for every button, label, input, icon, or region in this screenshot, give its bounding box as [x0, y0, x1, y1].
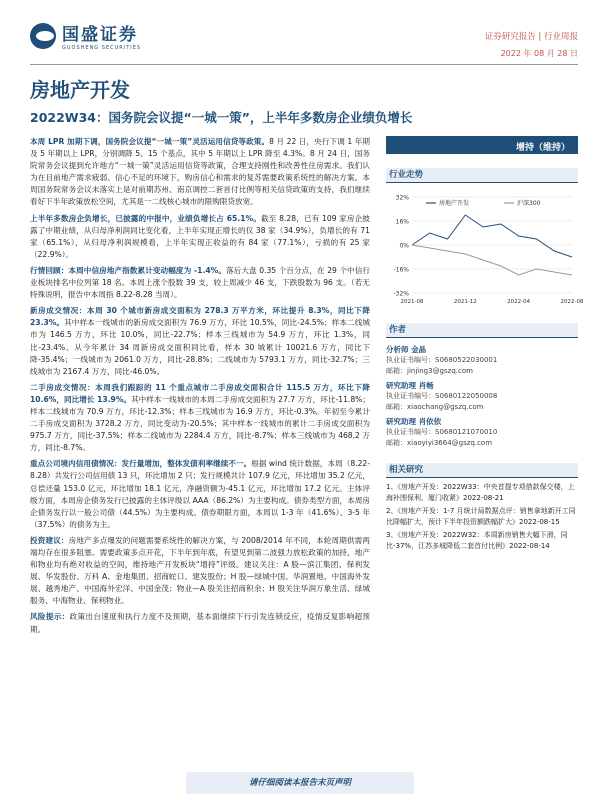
paragraph: 投资建议：房地产多点爆发的问题需要系统性的解决方案，与 2008/2014 年不同，本轮周期供需两端均存在很多阻塞。需要政策多点开花，下半年到年底，有望见到第二波强力放松政策的加持，地产和物业均有绝对收益的空间，维持地产开发板块“增持”评级。建议关注：A 股—滨江集团、保利发展、华发股份、万科 A、金地集团、招商蛇口、建发股份；H 股—绿城中国、华润置地、中国海外发展、越秀地产、中国海外宏洋、中国金茂；物业—A 股关注招商积余；H 股关注华润万象生活、绿城服务、中海物业、保利物业。 [30, 535, 370, 606]
related-item[interactable]: 2、《房地产开发：1-7 月统计局数据点评：销售拿地新开工同比降幅扩大，预计下半年投资额跌幅扩大》2022-08-15 [386, 507, 576, 526]
rating-badge: 增持（维持） [386, 136, 578, 154]
analyst-email[interactable]: 邮箱：xiaoyiyi3664@gszq.com [386, 439, 493, 447]
author-heading: 作者 [386, 323, 578, 338]
x-tick-label: 2021-12 [453, 299, 477, 305]
analyst-name: 分析师 金晶 [386, 345, 427, 354]
x-tick-label: 2021-08 [400, 299, 424, 305]
analyst-cert: 执业证书编号：S0680522030001 [386, 356, 498, 364]
report-date: 2022 年 08 月 28 日 [500, 49, 578, 58]
trend-chart-svg [386, 189, 584, 309]
analyst-name: 研究助理 肖畅 [386, 381, 434, 390]
legend-label: 沪深300 [517, 200, 541, 207]
y-tick-label: -16% [393, 266, 409, 274]
x-tick-label: 2022-04 [507, 299, 531, 305]
y-tick-label: 0% [399, 242, 409, 250]
sidebar [386, 136, 584, 554]
related-item[interactable]: 1、《房地产开发：2022W33：中央首提专项借款保交楼，上海补围保利、厦门收紧》2022-08-21 [386, 483, 575, 502]
trend-heading: 行业走势 [386, 168, 578, 183]
header-divider [30, 64, 578, 65]
company-logo [30, 20, 141, 51]
analyst-name: 研究助理 肖依依 [386, 417, 442, 426]
trend-chart [386, 189, 584, 309]
logo-chinese: 国盛证券 [62, 25, 138, 45]
series-line [412, 215, 572, 257]
paragraph: 二手房成交情况：本周我们跟踪的 11 个重点城市二手房成交面积合计 115.5 万方，环比下降 10.6%，同比增长 13.9%。其中样本一线城市的本周二手房成交面积为 27.7 万方，环比-11.8%；样本二线城市为 70.9 万方，环比-12.3%；样本三线城市为 16.9 万方，环比-0.3%。年初至今累计二手房成交面积为 3728.2 万方，同比变动为-20.5%；其中样本一线城市的累计二手房成交面积为 975.7 万方，同比-37.5%；样本二线城市为 2284.4 万方，同比-8.7%；样本三线城市为 468.2 万方，同比-8.7%。 [30, 382, 370, 453]
paragraph: 行情回顾：本周中信房地产指数累计变动幅度为 -1.4%。落后大盘 0.35 个百分点，在 29 个中信行业板块排名中位列第 18 名。本周上涨个股数 39 支，较上周减少 46 支，下跌股数为 96 支。（若无特殊说明，报告中本周指 8.22-8.28 当周）。 [30, 265, 370, 300]
paragraph: 风险提示：政策出台速度和执行力度不及预期，基本面继续下行引发连锁反应，疫情反复影响超预期。 [30, 612, 371, 634]
report-type: 证券研究报告 | 行业周报 [484, 32, 578, 42]
related-heading: 相关研究 [386, 463, 578, 478]
footer-note: 请仔细阅读本报告末页声明 [248, 778, 351, 788]
page-subtitle: 2022W34：国务院会议提“一城一策”，上半年多数房企业绩负增长 [30, 110, 413, 125]
y-tick-label: -32% [393, 290, 409, 298]
logo-english: GUOSHENG SECURITIES [62, 45, 142, 51]
related-list [386, 482, 578, 552]
report-header [0, 0, 600, 62]
paragraph: 本周 LPR 加期下调，国务院会议提“一城一策”灵活运用信贷等政策。8 月 22 日，央行下调 1 年期及 5 年期以上 LPR，分别调降 5、15 个基点，其中 5 年期以上 LPR 降至 4.3%。8 月 24 日，国务院常务会议提到允许地方“一城一策”灵活运用信贷等政策，合理支持刚性和改善性住房需求。我们认为在目前地产需求疲弱、信心不足的环境下，购房信心和需求的复苏需要政策系统性的解决方案。本周国务院常务会议未落实上是对前期苏州、南京调控二套首付比例等相关信贷政策的支持，我们继续看好下半年政策放松空间，尤其是一二线核心城市的限购限贷放宽。 [30, 137, 370, 207]
paragraph: 上半年多数房企负增长，已披露的中报中，业绩负增长占 65.1%。截至 8.28，已有 109 家房企披露了中期业绩，从归母净利润同比变化看，上半年实现正增长的仅 38 家（34.9%），负增长的有 71 家（65.1%），从归母净利润规模看，上半年实现正收益的有 84 家（77.1%），亏损的有 25 家（22.9%）。 [30, 213, 370, 259]
legend-label: 房地产开发 [439, 200, 470, 207]
y-tick-label: 16% [395, 218, 409, 226]
analyst-list [386, 344, 578, 449]
x-tick-label: 2022-08 [560, 299, 584, 305]
analyst-cert: 执业证书编号：S0680121070010 [386, 428, 498, 436]
paragraph: 重点公司境内信用债情况：发行量增加，整体发债利率继续不一。根据 wind 统计数据，本周（8.22-8.28）共发行公司信用债 13 只，环比增加 2 只；发行规模共计 107.9 亿元，环比增加 35.2 亿元，总偿还量 153.0 亿元，环比增加 18.1 亿元，净融资额为-45.1 亿元，环比增加 17.2 亿元。主体评级方面，本周房企债务发行已披露的主体评级以 AAA（86.2%）为主要构成。债券类型方面，本周房企债务发行以一般公司债（44.5%）为主要构成。债券期限方面，本周以 1-3 年（41.6%）、3-5 年（37.5%）的债务为主。 [30, 459, 370, 529]
paragraph: 新房成交情况：本周 30 个城市新房成交面积为 278.3 万平方米，环比提升 8.3%，同比下降 23.3%。其中样本一线城市的新房成交面积为 76.9 万方，环比 10.5%，同比-24.5%；样本二线城市为 146.5 万方，环比 10.0%，同比-22.7%；样本三线城市为 54.9 万方，环比 1.3%，同比-23.4%。从今年累计 34 周新房成交面积同比看，样本 30 城累计 10021.6 万方，同比下降-35.4%；一线城市为 2061.0 万方，同比-28.8%；二线城市为 5793.1 万方，同比-32.7%；三线城市为 2167.4 万方，同比-46.0%。 [30, 306, 370, 376]
y-tick-label: 32% [395, 194, 409, 202]
main-body [30, 136, 370, 640]
analyst-email[interactable]: 邮箱：jinjing3@gszq.com [386, 367, 473, 375]
series-line [412, 245, 572, 275]
analyst-email[interactable]: 邮箱：xiaochang@gszq.com [386, 403, 484, 411]
related-item[interactable]: 3、《房地产开发：2022W32：本周新房销售大幅下滑，同比-37%，江苏多城降低二套首付比例》2022-08-14 [386, 531, 568, 550]
logo-mark-icon [30, 23, 56, 49]
analyst-cert: 执业证书编号：S0680122050008 [386, 392, 498, 400]
page-title: 房地产开发 [30, 78, 130, 102]
